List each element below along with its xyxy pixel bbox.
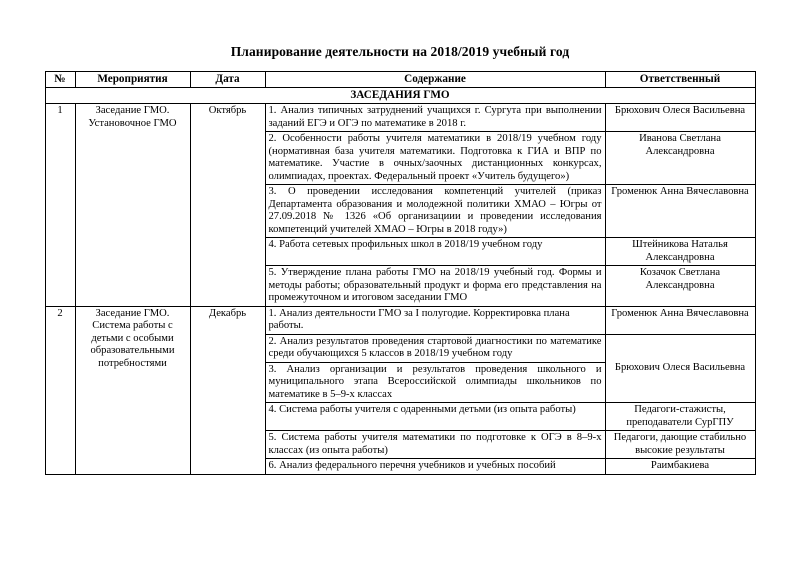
cell-content: 6. Анализ федерального перечня учебников и учебных пособий [265,459,605,475]
column-header-date: Дата [190,72,265,88]
cell-event: Заседание ГМО. Система работы с детьми с особыми образовательными потребностями [75,306,190,474]
table-body [45,88,755,475]
cell-responsible: Иванова Светлана Александровна [605,132,755,185]
cell-content: 4. Работа сетевых профильных школ в 2018/19 учебном году [265,238,605,266]
cell-responsible: Козачок Светлана Александровна [605,266,755,307]
cell-content: 1. Анализ типичных затруднений учащихся г. Сургута при выполнении заданий ЕГЭ и ОГЭ по математике в 2018 г. [265,104,605,132]
planning-table [45,71,756,475]
cell-responsible: Штейникова Наталья Александровна [605,238,755,266]
section-title: ЗАСЕДАНИЯ ГМО [45,88,755,104]
column-header-responsible: Ответственный [605,72,755,88]
table-header-row [45,72,755,88]
cell-content: 3. Анализ организации и результатов проведения школьного и муниципального этапа Всероссийской олимпиады школьников по математике в 5–9-х классах [265,362,605,403]
cell-responsible: Педагоги, дающие стабильно высокие результаты [605,431,755,459]
column-header-content: Содержание [265,72,605,88]
cell-responsible: Брюхович Олеся Васильевна [605,104,755,132]
page-title: Планирование деятельности на 2018/2019 учебный год [230,44,570,59]
table-header [45,72,755,88]
cell-content: 5. Утверждение плана работы ГМО на 2018/19 учебный год. Формы и методы работы; образовательный продукт и форма его представления на промежуточном и итоговом заседании ГМО [265,266,605,307]
cell-content: 2. Анализ результатов проведения стартовой диагностики по математике среди обучающихся 5 классов в 2018/19 учебном году [265,334,605,362]
cell-date: Октябрь [190,104,265,307]
cell-event: Заседание ГМО. Установочное ГМО [75,104,190,307]
cell-number: 2 [45,306,75,474]
cell-responsible: Раимбакиева [605,459,755,475]
cell-content: 3. О проведении исследования компетенций учителей (приказ Департамента образования и молодежной политики ХМАО – Югры от 27.09.2018 № 1326 «Об организациии и проведении исследования компетенций учителей ХМАО – Югры в 2018 году») [265,185,605,238]
column-header-number: № [45,72,75,88]
cell-responsible: Брюхович Олеся Васильевна [605,334,755,403]
cell-content: 1. Анализ деятельности ГМО за I полугодие. Корректировка плана работы. [265,306,605,334]
cell-number: 1 [45,104,75,307]
cell-responsible: Педагоги-стажисты, преподаватели СурГПУ [605,403,755,431]
cell-responsible: Громенюк Анна Вячеславовна [605,185,755,238]
table-row [45,306,755,334]
cell-content: 5. Система работы учителя математики по подготовке к ОГЭ в 8–9-х классах (из опыта работы) [265,431,605,459]
table-row [45,104,755,132]
cell-date: Декабрь [190,306,265,474]
cell-responsible: Громенюк Анна Вячеславовна [605,306,755,334]
cell-content: 2. Особенности работы учителя математики в 2018/19 учебном году (нормативная база учителя математики. Подготовка к ГИА и ВПР по математике. Участие в очных/заочных дистанционных конкурсах, олимпиадах, проектах. Федеральный проект «Учитель будущего») [265,132,605,185]
cell-content: 4. Система работы учителя с одаренными детьми (из опыта работы) [265,403,605,431]
section-header-row [45,88,755,104]
column-header-event: Мероприятия [75,72,190,88]
